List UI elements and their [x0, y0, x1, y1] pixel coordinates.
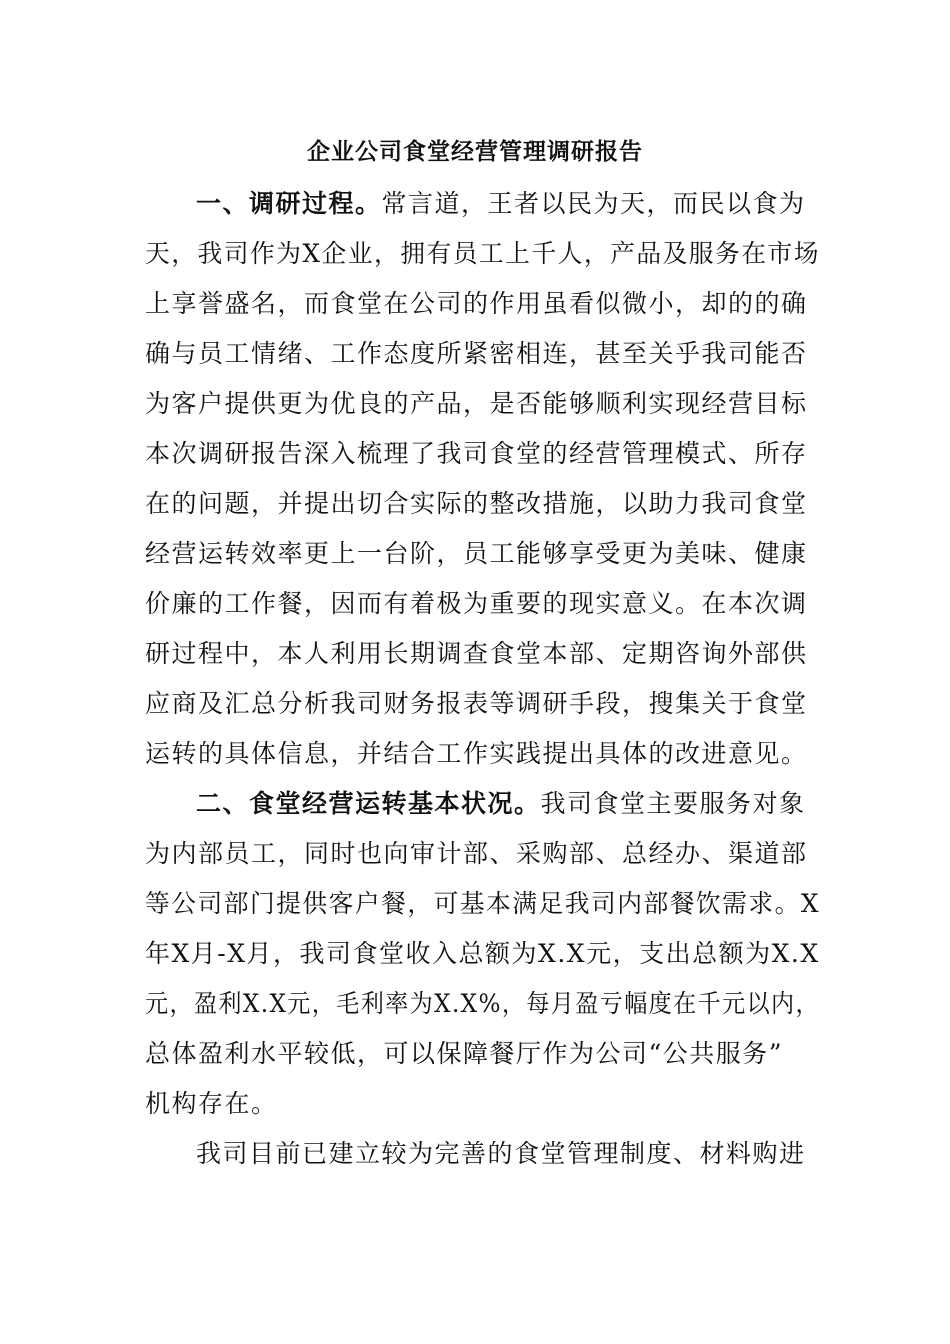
paragraph-line: 为客户提供更为优良的产品，是否能够顺利实现经营目标 [145, 389, 808, 418]
paragraph-line: 在的问题，并提出切合实际的整改措施，以助力我司食堂 [145, 489, 808, 518]
paragraph-line: 等公司部门提供客户餐，可基本满足我司内部餐饮需求。X [145, 889, 820, 918]
document-title: 企业公司食堂经营管理调研报告 [307, 138, 643, 165]
paragraph-text: 我司食堂主要服务对象 [540, 789, 806, 818]
paragraph-line: 价廉的工作餐，因而有着极为重要的现实意义。在本次调 [145, 589, 808, 618]
paragraph-line: 年X月-X月，我司食堂收入总额为X.X元，支出总额为X.X [145, 939, 820, 968]
paragraph-line [196, 184, 806, 224]
paragraph-line: 为内部员工，同时也向审计部、采购部、总经办、渠道部 [145, 839, 808, 868]
paragraph-line: 研过程中，本人利用长期调查食堂本部、定期咨询外部供 [145, 639, 808, 668]
paragraph-line: 总体盈利水平较低，可以保障餐厅作为公司“公共服务” [145, 1039, 784, 1068]
paragraph-line: 经营运转效率更上一台阶，员工能够享受更为美味、健康 [145, 539, 808, 568]
paragraph-line: 运转的具体信息，并结合工作实践提出具体的改进意见。 [145, 739, 808, 768]
paragraph-line [196, 784, 806, 824]
paragraph-text: 常言道，王者以民为天，而民以食为 [381, 189, 806, 218]
section-heading: 一、调研过程。 [196, 189, 382, 218]
paragraph-line: 本次调研报告深入梳理了我司食堂的经营管理模式、所存 [145, 439, 808, 468]
paragraph-line: 应商及汇总分析我司财务报表等调研手段，搜集关于食堂 [145, 689, 808, 718]
paragraph-line: 我司目前已建立较为完善的食堂管理制度、材料购进 [196, 1139, 806, 1168]
paragraph-line: 天，我司作为X企业，拥有员工上千人，产品及服务在市场 [145, 239, 820, 268]
section-heading: 二、食堂经营运转基本状况。 [196, 789, 541, 818]
paragraph-line: 上享誉盛名，而食堂在公司的作用虽看似微小，却的的确 [145, 289, 808, 318]
paragraph-line: 元，盈利X.X元，毛利率为X.X%，每月盈亏幅度在千元以内， [145, 989, 821, 1018]
paragraph-line: 机构存在。 [145, 1089, 278, 1118]
paragraph-line: 确与员工情绪、工作态度所紧密相连，甚至关乎我司能否 [145, 339, 808, 368]
